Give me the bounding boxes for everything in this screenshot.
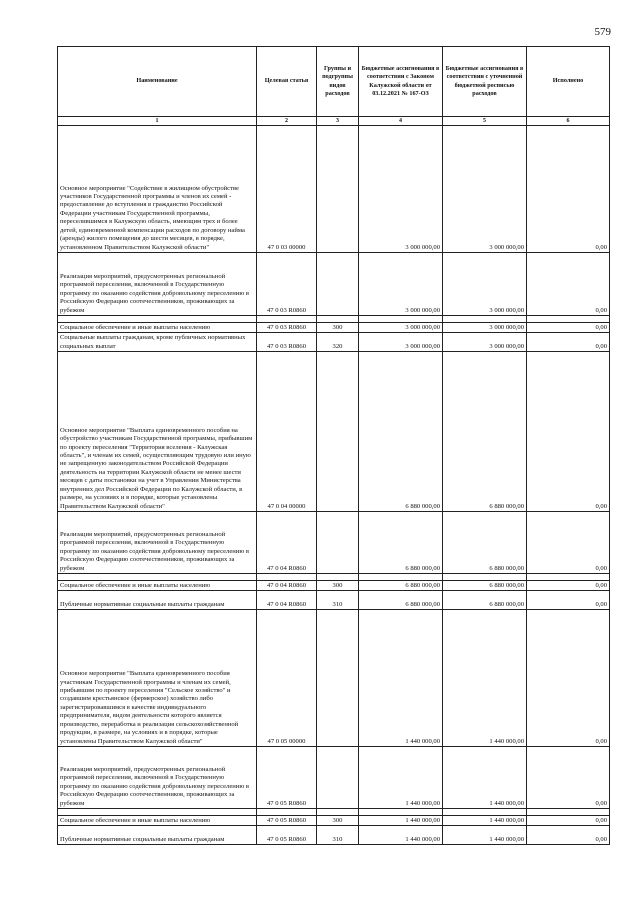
- row-approved: 3 000 000,00: [359, 253, 443, 316]
- spacer-row: [58, 809, 610, 816]
- row-code: 47 0 04 00000: [257, 352, 317, 512]
- row-executed: 0,00: [527, 581, 610, 591]
- table-row: [58, 512, 610, 574]
- row-code: 47 0 05 00000: [257, 610, 317, 747]
- row-revised: 3 000 000,00: [443, 323, 527, 333]
- row-executed: 0,00: [527, 591, 610, 610]
- row-code: 47 0 03 R0860: [257, 333, 317, 352]
- row-revised: 1 440 000,00: [443, 816, 527, 826]
- row-approved: 6 880 000,00: [359, 591, 443, 610]
- col-number: 1: [58, 117, 257, 126]
- row-executed: 0,00: [527, 747, 610, 809]
- row-approved: 6 880 000,00: [359, 581, 443, 591]
- budget-table: [57, 46, 610, 845]
- table-row: [58, 333, 610, 352]
- table-row: [58, 581, 610, 591]
- row-executed: 0,00: [527, 610, 610, 747]
- header-executed: Исполнено: [527, 47, 610, 117]
- row-approved: 1 440 000,00: [359, 610, 443, 747]
- row-executed: 0,00: [527, 126, 610, 253]
- row-revised: 6 880 000,00: [443, 591, 527, 610]
- row-approved: 1 440 000,00: [359, 826, 443, 845]
- row-group: 300: [317, 816, 359, 826]
- table-row: [58, 323, 610, 333]
- row-executed: 0,00: [527, 512, 610, 574]
- row-revised: 6 880 000,00: [443, 352, 527, 512]
- row-name: Реализация мероприятий, предусмотренных региональной программой переселения, включенной в Государственную программу по оказанию содействия добровольному переселению в Российскую Федерацию соотечественников, проживающих за рубежом: [58, 512, 257, 574]
- row-revised: 6 880 000,00: [443, 581, 527, 591]
- table-row: [58, 126, 610, 253]
- row-executed: 0,00: [527, 333, 610, 352]
- row-group: [317, 610, 359, 747]
- row-group: [317, 352, 359, 512]
- row-executed: 0,00: [527, 826, 610, 845]
- table-row: [58, 591, 610, 610]
- row-approved: 3 000 000,00: [359, 333, 443, 352]
- row-approved: 3 000 000,00: [359, 126, 443, 253]
- row-name: Социальные выплаты гражданам, кроме публичных нормативных социальных выплат: [58, 333, 257, 352]
- spacer-row: [58, 316, 610, 323]
- row-code: 47 0 05 R0860: [257, 816, 317, 826]
- row-name: Основное мероприятие "Выплата единовременного пособия участникам Государственной программы и членам их семей, прибывшим по проекту переселения "Сельское хозяйство" и создавшим крестьянское (фермерское) хозяйство либо зарегистрировавшимся в качестве индивидуального предпринимателя, видом деятельности которого является производство, переработка и реализация сельскохозяйственной продукции, в размере, на условиях и в порядке, которые установлены Правительством Калужской области": [58, 610, 257, 747]
- header-revised: Бюджетные ассигнования в соответствии с уточненной бюджетной росписью расходов: [443, 47, 527, 117]
- row-group: 300: [317, 581, 359, 591]
- row-revised: 3 000 000,00: [443, 333, 527, 352]
- row-group: 300: [317, 323, 359, 333]
- col-number: 2: [257, 117, 317, 126]
- table-row: [58, 352, 610, 512]
- row-approved: 6 880 000,00: [359, 512, 443, 574]
- row-code: 47 0 05 R0860: [257, 826, 317, 845]
- col-number: 3: [317, 117, 359, 126]
- row-name: Социальное обеспечение и иные выплаты населению: [58, 816, 257, 826]
- header-code: Целевая статья: [257, 47, 317, 117]
- header-group: Группы и подгруппы видов расходов: [317, 47, 359, 117]
- row-group: [317, 126, 359, 253]
- row-name: Социальное обеспечение и иные выплаты населению: [58, 581, 257, 591]
- col-number: 6: [527, 117, 610, 126]
- row-revised: 3 000 000,00: [443, 126, 527, 253]
- table-header-row: [58, 47, 610, 117]
- row-code: 47 0 03 R0860: [257, 323, 317, 333]
- row-revised: 3 000 000,00: [443, 253, 527, 316]
- row-revised: 1 440 000,00: [443, 826, 527, 845]
- table-row: [58, 816, 610, 826]
- row-executed: 0,00: [527, 352, 610, 512]
- row-code: 47 0 03 R0860: [257, 253, 317, 316]
- row-name: Реализация мероприятий, предусмотренных региональной программой переселения, включенной в Государственную программу по оказанию содействия добровольному переселению в Российскую Федерацию соотечественников, проживающих за рубежом: [58, 253, 257, 316]
- row-group: [317, 512, 359, 574]
- row-name: Публичные нормативные социальные выплаты гражданам: [58, 591, 257, 610]
- row-revised: 1 440 000,00: [443, 610, 527, 747]
- table-row: [58, 747, 610, 809]
- row-approved: 1 440 000,00: [359, 816, 443, 826]
- row-name: Основное мероприятие "Содействие в жилищном обустройстве участников Государственной программы и членов их семей - предоставление до вступления в гражданство Российской Федерации участникам Государственной программы, переселившимся в Калужскую область, имеющим трех и более детей, единовременной компенсации расходов по договору найма (аренды) жилого помещения до шести месяцев, в порядке, установленном Правительством Калужской области": [58, 126, 257, 253]
- row-group: [317, 747, 359, 809]
- row-code: 47 0 04 R0860: [257, 512, 317, 574]
- row-code: 47 0 05 R0860: [257, 747, 317, 809]
- row-code: 47 0 04 R0860: [257, 581, 317, 591]
- row-executed: 0,00: [527, 323, 610, 333]
- row-group: 310: [317, 591, 359, 610]
- page-number: 579: [594, 26, 611, 38]
- table-row: [58, 610, 610, 747]
- row-code: 47 0 04 R0860: [257, 591, 317, 610]
- row-approved: 3 000 000,00: [359, 323, 443, 333]
- row-group: 310: [317, 826, 359, 845]
- row-revised: 6 880 000,00: [443, 512, 527, 574]
- table-row: [58, 253, 610, 316]
- row-name: Основное мероприятие "Выплата единовременного пособия на обустройство участникам Государственной программы, прибывшим по проекту переселения "Территория вселения - Калужская область", и членам их семей, осуществляющим трудовую или иную не запрещенную законодательством Российской Федерации деятельность на территории Калужской области не менее шести месяцев с даты постановки на учет в Управлении Министерства внутренних дел Российской Федерации по Калужской области, в размере, на условиях и в порядке, которые установлены Правительством Калужской области": [58, 352, 257, 512]
- row-executed: 0,00: [527, 253, 610, 316]
- row-group: [317, 253, 359, 316]
- col-number: 5: [443, 117, 527, 126]
- row-revised: 1 440 000,00: [443, 747, 527, 809]
- column-number-row: [58, 117, 610, 126]
- row-approved: 6 880 000,00: [359, 352, 443, 512]
- row-executed: 0,00: [527, 816, 610, 826]
- header-approved: Бюджетные ассигнования в соответствии с Законом Калужской области от 03.12.2021 № 167-ОЗ: [359, 47, 443, 117]
- row-group: 320: [317, 333, 359, 352]
- row-approved: 1 440 000,00: [359, 747, 443, 809]
- row-name: Социальное обеспечение и иные выплаты населению: [58, 323, 257, 333]
- col-number: 4: [359, 117, 443, 126]
- row-name: Реализация мероприятий, предусмотренных региональной программой переселения, включенной в Государственную программу по оказанию содействия добровольному переселению в Российскую Федерацию соотечественников, проживающих за рубежом: [58, 747, 257, 809]
- row-code: 47 0 03 00000: [257, 126, 317, 253]
- spacer-row: [58, 574, 610, 581]
- table-row: [58, 826, 610, 845]
- row-name: Публичные нормативные социальные выплаты гражданам: [58, 826, 257, 845]
- header-name: Наименование: [58, 47, 257, 117]
